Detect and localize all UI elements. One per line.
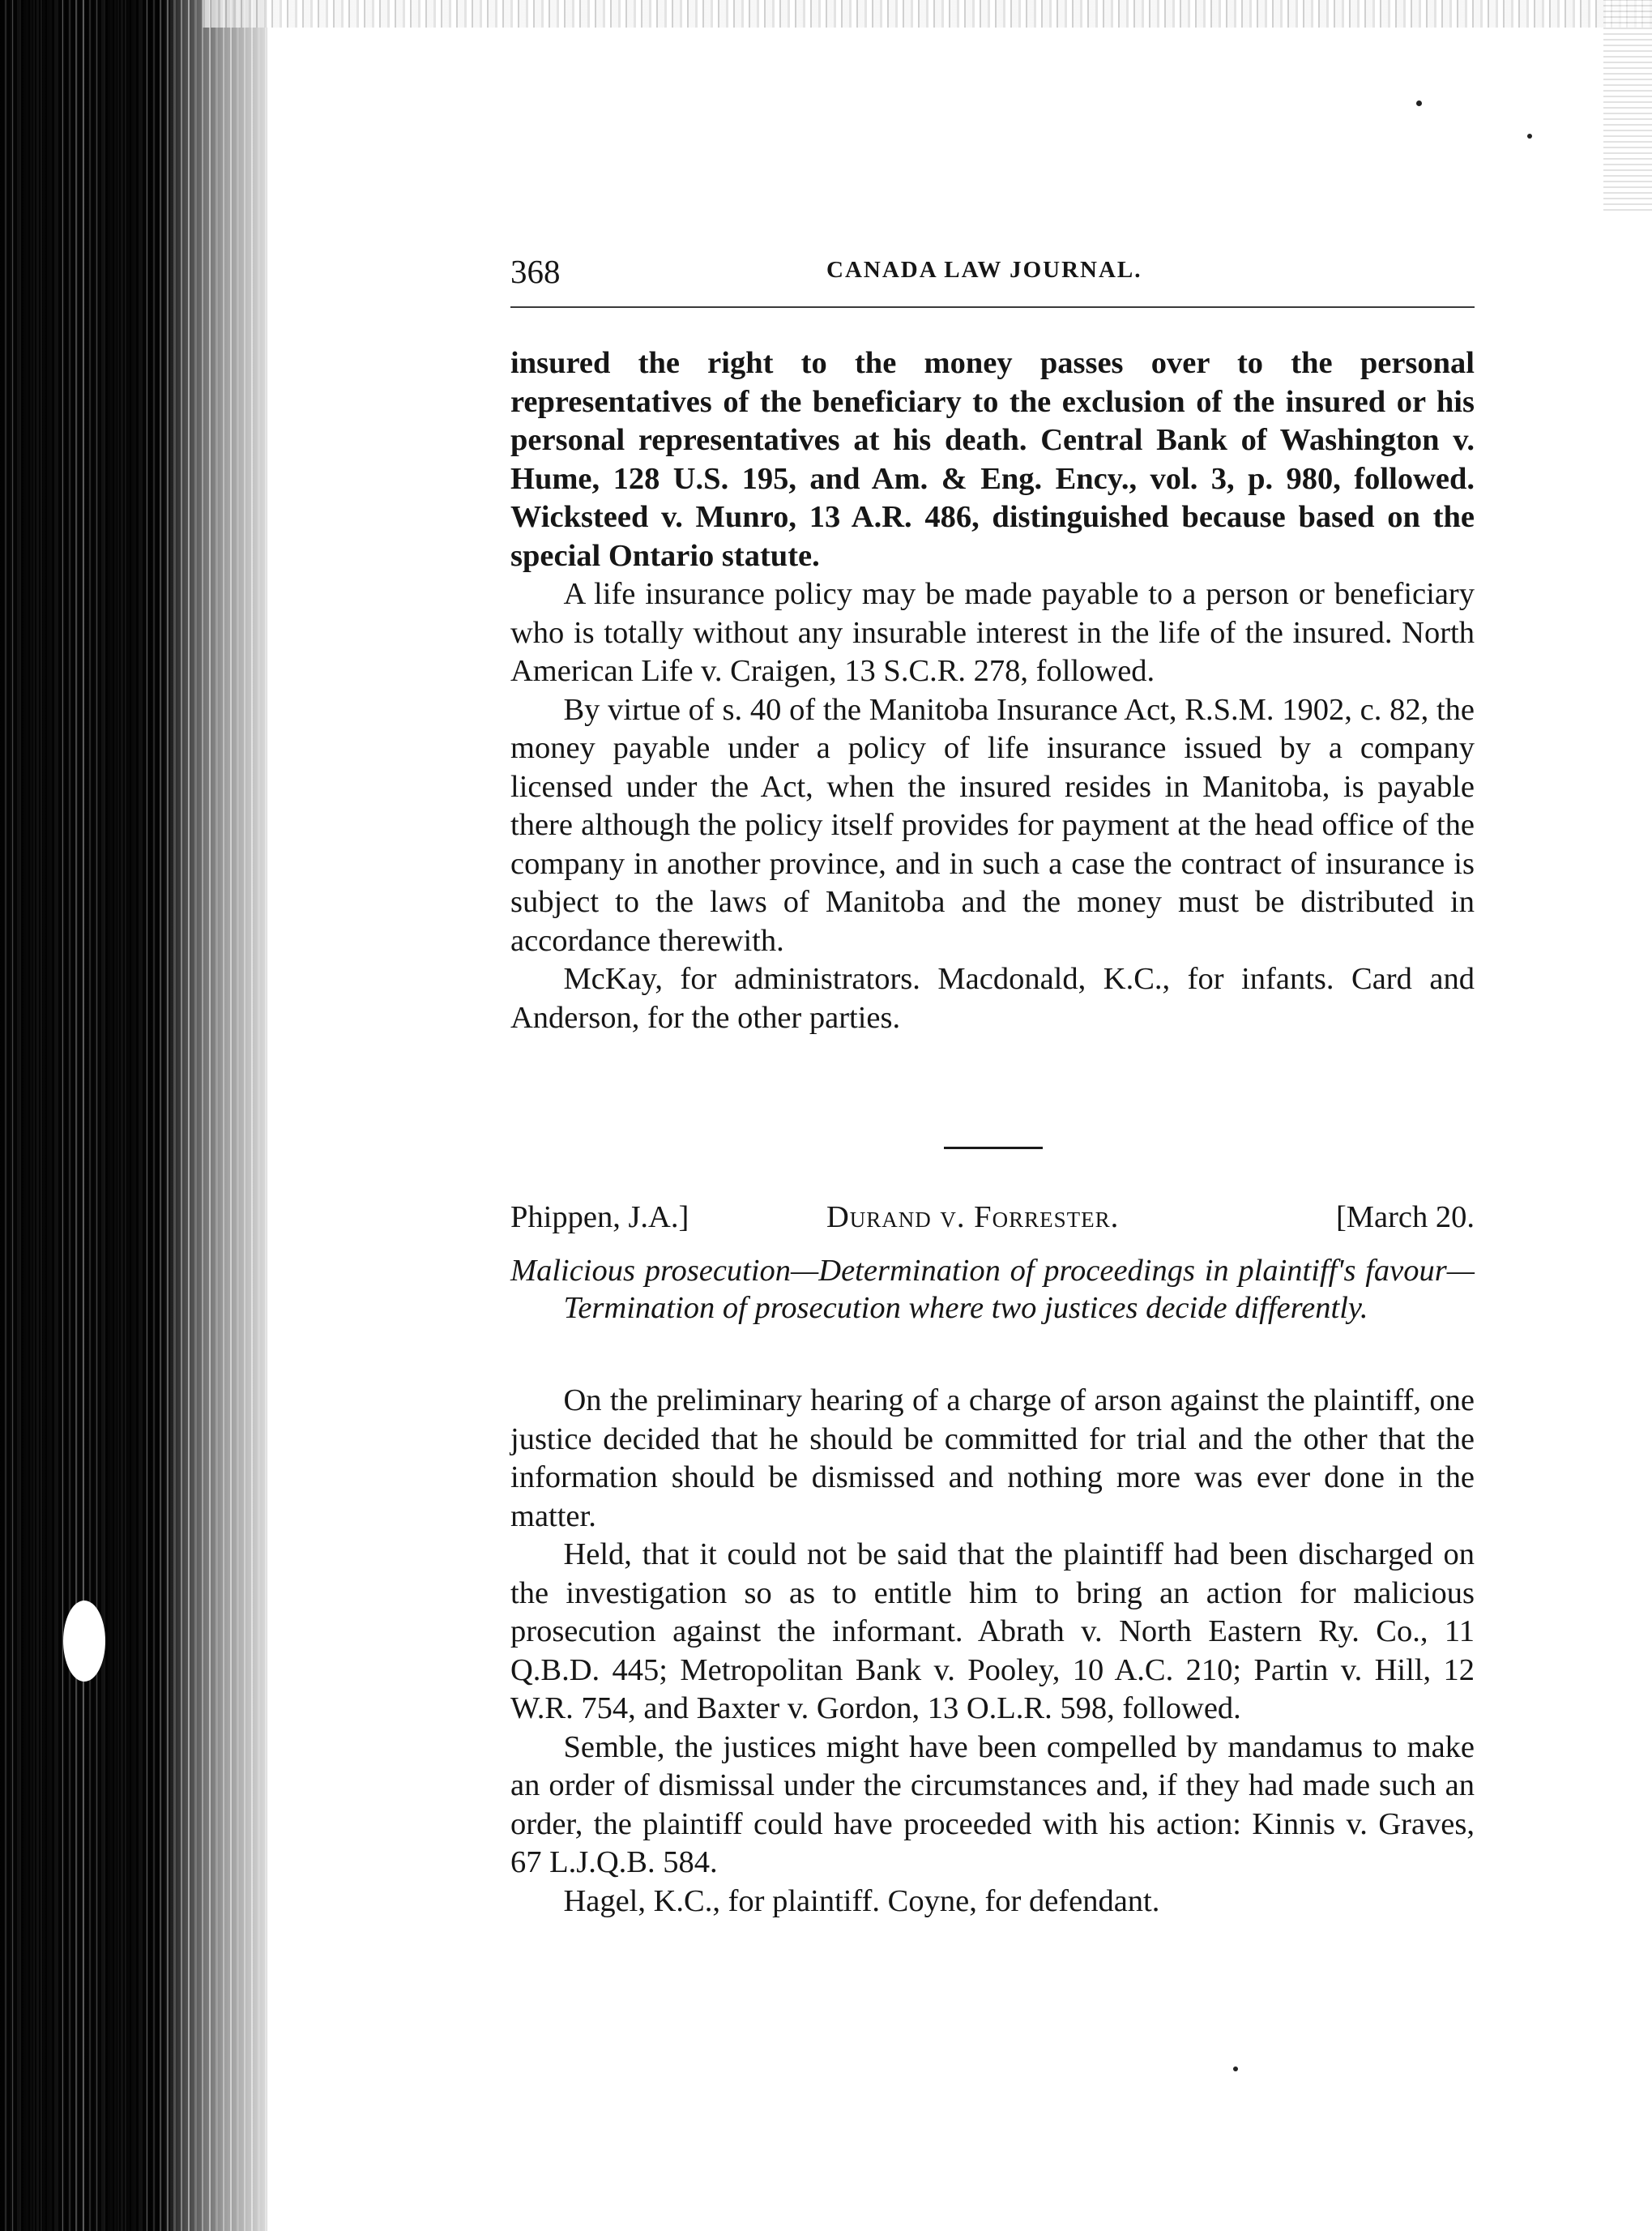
paragraph: insured the right to the money passes over to the personal representatives of the beneficiary to the exclusion of the insured or his personal representatives at his death. Central Bank of Washington v. Hume, 128 U.S. 195, and Am. & Eng. Ency., vol. 3, p. 980, followed. Wicksteed v. Munro, 13 A.R. 486, distinguished because based on the special Ontario statute. <box>510 346 1475 573</box>
running-title: CANADA LAW JOURNAL. <box>826 257 1142 283</box>
scan-binding-shadow <box>0 0 170 2231</box>
scan-top-edge <box>203 0 1652 28</box>
section-divider <box>944 1147 1043 1149</box>
scan-speck <box>1233 2066 1238 2071</box>
case-caption <box>510 1199 1475 1242</box>
paragraph: Hagel, K.C., for plaintiff. Coyne, for defendant. <box>563 1883 1160 1918</box>
paragraph: Held, that it could not be said that the plaintiff had been discharged on the investigation so as to entitle him to bring an action for malicious prosecution against the informant. Abrath v. North Eastern Ry. Co., 11 Q.B.D. 445; Metropolitan Bank v. Pooley, 10 A.C. 210; Partin v. Hill, 12 W.R. 754, and Baxter v. Gordon, 13 O.L.R. 598, followed. <box>510 1537 1475 1725</box>
previous-case-text <box>510 344 1475 1037</box>
paragraph: Semble, the justices might have been compelled by mandamus to make an order of dismissal under the circumstances and, if they had made such an order, the plaintiff could have proceeded with his action: Kinnis v. Graves, 67 L.J.Q.B. 584. <box>510 1729 1475 1879</box>
paragraph: By virtue of s. 40 of the Manitoba Insurance Act, R.S.M. 1902, c. 82, the money payable under a policy of life insurance issued by a company licensed under the Act, when the insured resides in Manitoba, is payable there although the policy itself provides for payment at the head office of the company in another province, and in such a case the contract of insurance is subject to the laws of Manitoba and the money must be distributed in accordance therewith. <box>510 692 1475 958</box>
header-rule <box>510 306 1475 308</box>
headnote-text: Malicious prosecution—Determination of proceedings in plaintiff's favour—Termination of prosecution where two justices decide differently. <box>510 1254 1475 1325</box>
paragraph: McKay, for administrators. Macdonald, K.C., for infants. Card and Anderson, for the other parties. <box>510 962 1475 1035</box>
paragraph: A life insurance policy may be made payable to a person or beneficiary who is totally without any insurable interest in the life of the insured. North American Life v. Craigen, 13 S.C.R. 278, followed. <box>510 577 1475 688</box>
page-number: 368 <box>510 253 561 290</box>
case-body-text <box>510 1382 1475 1921</box>
punch-hole <box>63 1601 105 1682</box>
scan-binding-fade <box>162 0 292 2231</box>
scan-right-edge <box>1603 0 1652 211</box>
headnote <box>510 1252 1475 1327</box>
scan-speck <box>1416 100 1422 106</box>
case-name: Durand v. Forrester. <box>826 1200 1120 1234</box>
running-header <box>510 247 1475 296</box>
paragraph: On the preliminary hearing of a charge of arson against the plaintiff, one justice decided that he should be committed for trial and the other that the information should be dismissed and nothing more was ever done in the matter. <box>510 1383 1475 1533</box>
scan-speck <box>1527 134 1532 139</box>
case-judge: Phippen, J.A.] <box>510 1200 689 1234</box>
case-date: [March 20. <box>1335 1200 1475 1234</box>
